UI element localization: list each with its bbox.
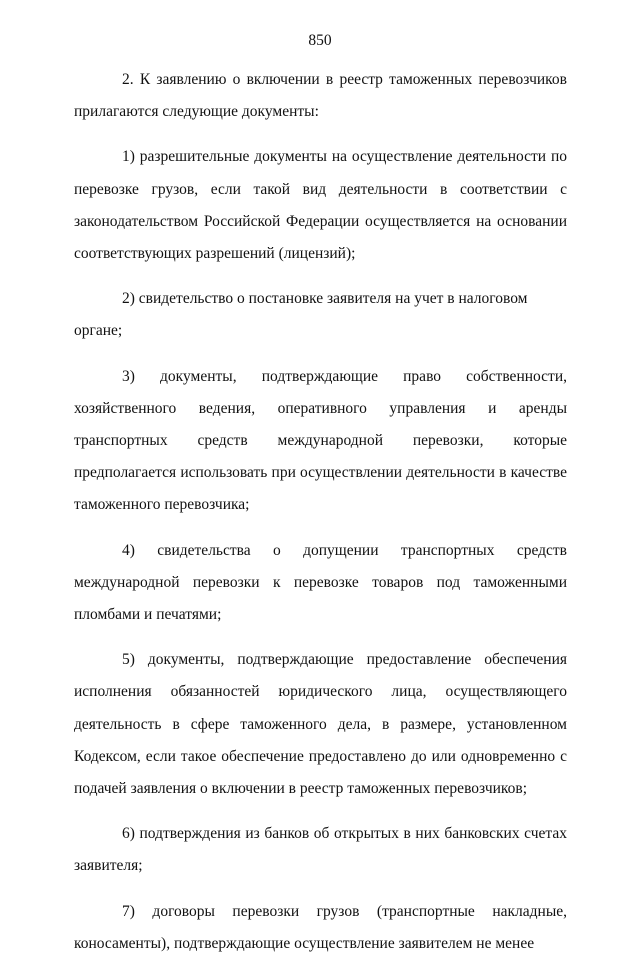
document-body — [74, 64, 567, 960]
paragraph-subitem-7: 7) договоры перевозки грузов (транспортные накладные, коносаменты), подтверждающие осуществление заявителем не менее — [74, 902, 567, 952]
paragraph-subitem-4: 4) свидетельства о допущении транспортных средств международной перевозки к перевозке товаров под таможенными пломбами и печатями; — [74, 541, 567, 624]
page-number: 850 — [308, 32, 332, 49]
paragraph-item-2: 2. К заявлению о включении в реестр таможенных перевозчиков прилагаются следующие документы: — [74, 71, 567, 121]
paragraph-subitem-6: 6) подтверждения из банков об открытых в них банковских счетах заявителя; — [74, 825, 567, 875]
paragraph-subitem-3: 3) документы, подтверждающие право собственности, хозяйственного ведения, оперативного управления и аренды транспортных средств международной перевозки, которые предполагается использовать при осуществлении деятельности в качестве таможенного перевозчика; — [74, 367, 567, 514]
paragraph-subitem-2: 2) свидетельство о постановке заявителя на учет в налоговом органе; — [74, 290, 528, 340]
paragraph-subitem-5: 5) документы, подтверждающие предоставление обеспечения исполнения обязанностей юридического лица, осуществляющего деятельность в сфере таможенного дела, в размере, установленном Кодексом, если такое обеспечение предоставлено до или одновременно с подачей заявления о включении в реестр таможенных перевозчиков; — [74, 651, 567, 798]
paragraph-subitem-1: 1) разрешительные документы на осуществление деятельности по перевозке грузов, если такой вид деятельности в соответствии с законодательством Российской Федерации осуществляется на основании соответствующих разрешений (лицензий); — [74, 148, 567, 263]
